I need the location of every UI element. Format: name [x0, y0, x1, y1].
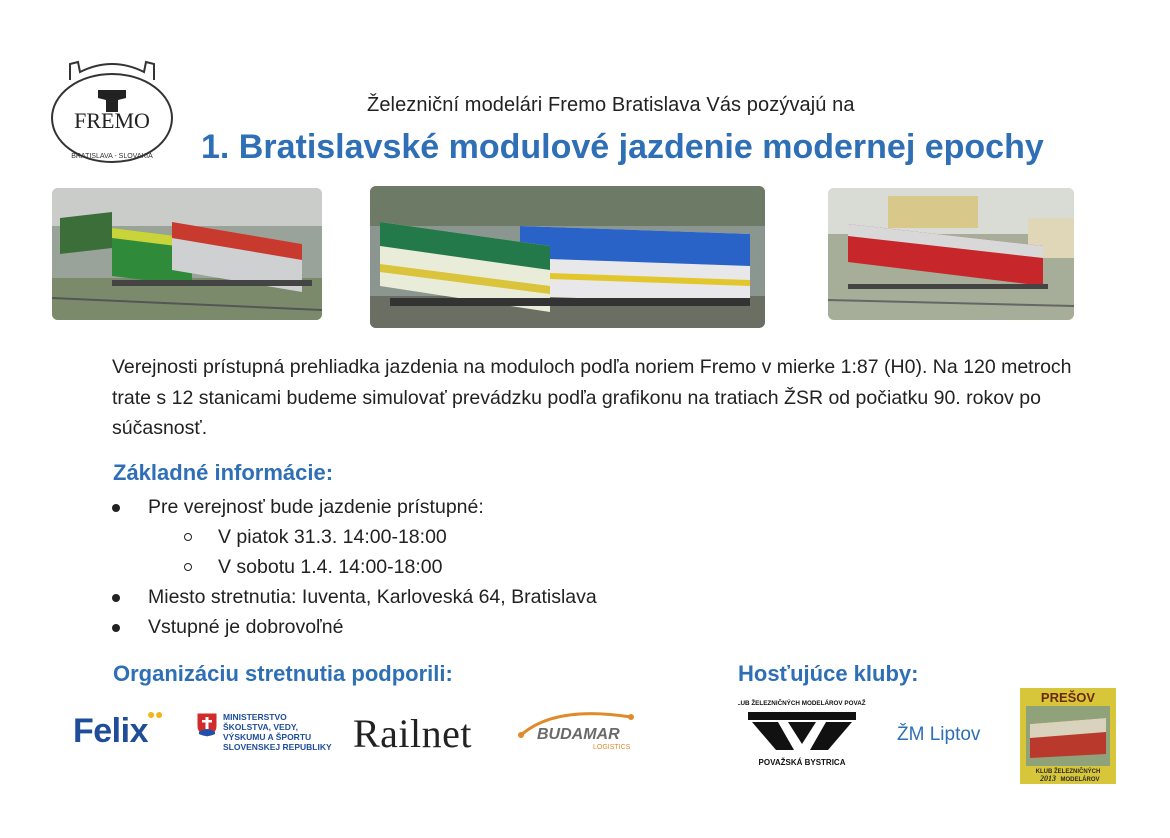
intro-line: Železniční modelári Fremo Bratislava Vás pozývajú na: [367, 94, 855, 116]
railnet-logo: Railnet: [353, 711, 473, 756]
bullet-icon: [112, 624, 120, 632]
felix-logo: Felix ●●: [73, 706, 163, 750]
budamar-sub: LOGISTICS: [593, 744, 631, 751]
list-item: V sobotu 1.4. 14:00-18:00: [112, 552, 597, 582]
zkm-povazie-logo: [738, 698, 866, 770]
fremo-logo: [48, 54, 176, 172]
presov-sub: KLUB ŽELEZNIČNÝCH: [1035, 769, 1101, 775]
photo-locomotives-left: [52, 188, 322, 320]
presov-sub2: MODELÁROV: [1060, 777, 1100, 783]
circle-bullet-icon: [184, 533, 192, 541]
basic-info-heading: Základné informácie:: [113, 460, 334, 485]
logo-ring-text: BRATISLAVA - SLOVAKIA: [71, 153, 153, 160]
circle-bullet-icon: [184, 563, 192, 571]
event-description: Verejnosti prístupná prehliadka jazdenia na moduloch podľa noriem Fremo v mierke 1:87 (H0). Na 120 metroch trate s 12 stanicami budeme simulovať prevádzku podľa grafikonu na tratiach ŽSR od počiatku 90. rokov po súčasnosť.: [112, 356, 1072, 439]
ministry-logo: [196, 712, 336, 760]
zkm-bottom-text: POVAŽSKÁ BYSTRICA: [758, 758, 846, 767]
photo-locomotives-center: [370, 186, 765, 328]
basic-info-list: [112, 492, 597, 642]
presov-year: 2013: [1040, 774, 1056, 783]
list-item: Miesto stretnutia: Iuventa, Karloveská 64, Bratislava: [112, 582, 597, 612]
sun-icon: ●●: [147, 706, 163, 722]
logo-name: FREMO: [74, 108, 150, 133]
zm-liptov-label: ŽM Liptov: [897, 724, 981, 745]
page-title: 1. Bratislavské modulové jazdenie modernej epochy: [201, 128, 1044, 166]
photo-railcar-right: [828, 188, 1074, 320]
list-item: Pre verejnosť bude jazdenie prístupné:: [112, 492, 597, 522]
bullet-icon: [112, 594, 120, 602]
budamar-name: BUDAMAR: [537, 726, 620, 743]
hosts-heading: Hosťujúce kluby:: [738, 661, 919, 686]
presov-club-logo: [1020, 688, 1116, 784]
list-item: Vstupné je dobrovoľné: [112, 612, 597, 642]
budamar-logo: [515, 709, 637, 755]
list-item: V piatok 31.3. 14:00-18:00: [112, 522, 597, 552]
ministry-name: MINISTERSTVO ŠKOLSTVA, VEDY, VÝSKUMU A ŠPORTU SLOVENSKEJ REPUBLIKY: [223, 712, 332, 752]
presov-title: PREŠOV: [1040, 690, 1096, 705]
zkm-top-text: KLUB ŽELEZNIČNÝCH MODELÁROV POVAŽIA: [738, 700, 866, 707]
bullet-icon: [112, 504, 120, 512]
support-heading: Organizáciu stretnutia podporili:: [113, 661, 453, 686]
